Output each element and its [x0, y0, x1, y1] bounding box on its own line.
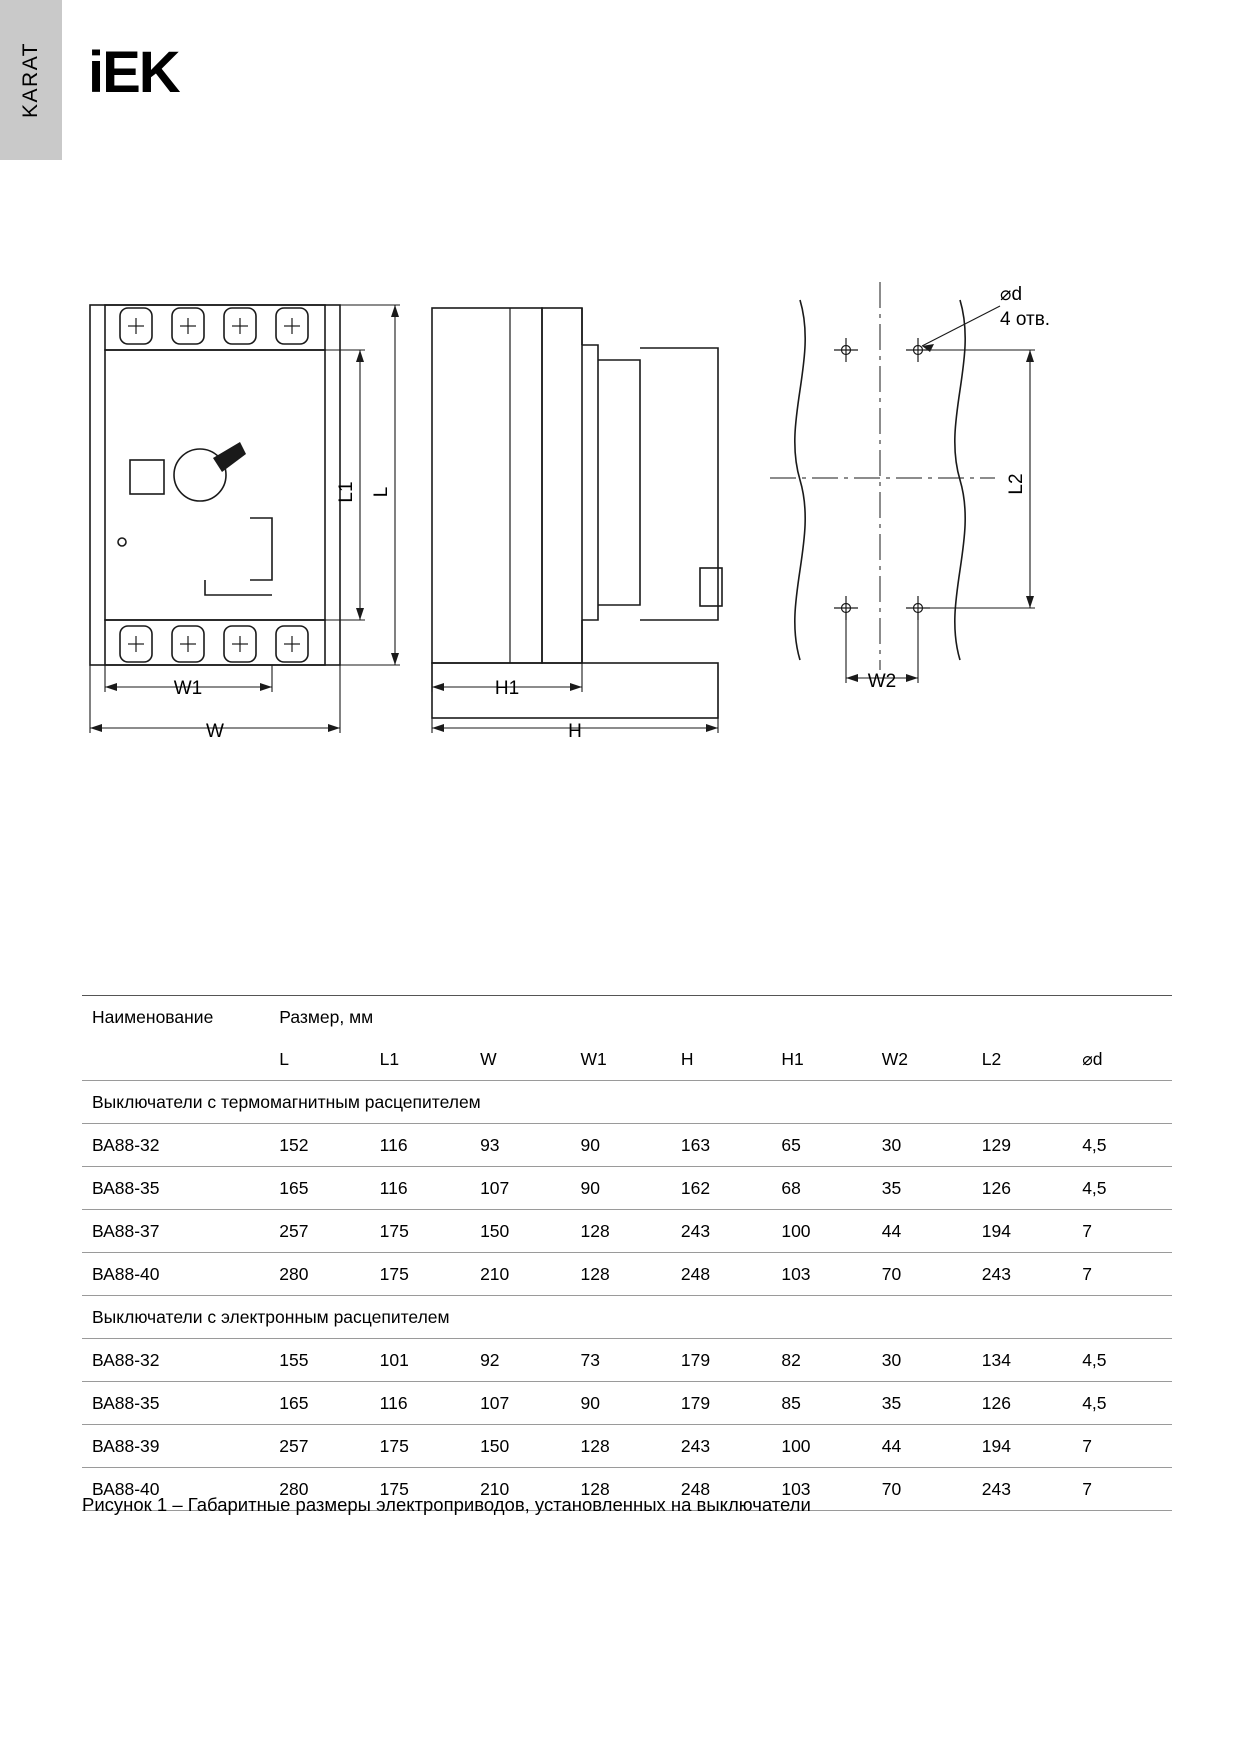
cell-W1: 128	[580, 1263, 610, 1284]
dim-label-L1: L1	[336, 481, 357, 503]
cell-L2: 126	[981, 1177, 1011, 1198]
dim-label-W: W	[206, 721, 224, 742]
header-cell-size-group: Размер, мм	[279, 1006, 374, 1027]
table-row	[82, 1210, 1172, 1253]
dim-label-holes: 4 отв.	[1000, 309, 1051, 330]
brand-band-label: KARAT	[19, 42, 42, 118]
dim-label-diameter: ⌀d	[1000, 284, 1023, 305]
cell-L1: 116	[379, 1134, 408, 1155]
front-view-body	[90, 305, 340, 665]
row-name: ВА88-32	[92, 1134, 160, 1155]
cell-H: 243	[680, 1220, 711, 1241]
table-header-row	[82, 996, 1172, 1039]
subheader-col-W1: W1	[580, 1048, 607, 1069]
cell-H1: 85	[781, 1392, 801, 1413]
cell-W: 107	[480, 1177, 510, 1198]
subheader-col-L2: L2	[981, 1048, 1002, 1069]
dim-label-L2: L2	[1006, 473, 1027, 495]
cell-d: 4,5	[1082, 1392, 1107, 1413]
technical-drawing	[0, 250, 1248, 780]
iek-logo-text: iEK	[88, 40, 179, 105]
cell-d: 7	[1082, 1435, 1092, 1456]
table-row	[82, 1124, 1172, 1167]
cell-W2: 70	[881, 1478, 902, 1499]
cell-H1: 68	[781, 1177, 801, 1198]
cell-H: 162	[680, 1177, 711, 1198]
table-row	[82, 1253, 1172, 1296]
table-subheader-row	[82, 1038, 1172, 1081]
cell-W1: 128	[580, 1220, 610, 1241]
cell-W: 107	[480, 1392, 510, 1413]
dimensions-table	[82, 995, 1172, 1511]
figure-caption: Рисунок 1 – Габаритные размеры электроприводов, установленных на выключатели	[82, 1494, 811, 1515]
cell-L: 155	[279, 1349, 309, 1370]
cell-H1: 100	[781, 1220, 811, 1241]
table-row	[82, 1425, 1172, 1468]
dimensions-table-wrap	[82, 995, 1172, 1511]
subheader-col-W: W	[480, 1048, 497, 1069]
cell-d: 4,5	[1082, 1349, 1107, 1370]
cell-L2: 134	[981, 1349, 1011, 1370]
cell-L: 152	[279, 1134, 309, 1155]
cell-W1: 128	[580, 1478, 610, 1499]
cell-d: 7	[1082, 1478, 1092, 1499]
cell-L: 165	[279, 1392, 309, 1413]
cell-W2: 44	[881, 1220, 902, 1241]
cell-H: 163	[680, 1134, 711, 1155]
dim-label-H: H	[568, 721, 582, 742]
cell-L2: 126	[981, 1392, 1011, 1413]
cell-L2: 129	[981, 1134, 1011, 1155]
cell-H: 179	[680, 1392, 711, 1413]
table-group-header	[82, 1081, 1172, 1124]
cell-W: 210	[480, 1263, 510, 1284]
cell-L: 165	[279, 1177, 309, 1198]
cell-H1: 103	[781, 1263, 811, 1284]
iek-logo	[88, 40, 179, 105]
dim-label-L: L	[371, 486, 392, 498]
cell-W1: 73	[580, 1349, 600, 1370]
cell-H: 243	[680, 1435, 711, 1456]
cell-L2: 194	[981, 1435, 1011, 1456]
brand-band	[0, 0, 62, 160]
table-row	[82, 1339, 1172, 1382]
cell-W: 210	[480, 1478, 510, 1499]
cell-W2: 30	[881, 1134, 902, 1155]
page-header	[0, 0, 1248, 160]
row-name: ВА88-35	[92, 1177, 160, 1198]
cell-H: 179	[680, 1349, 711, 1370]
row-name: ВА88-35	[92, 1392, 160, 1413]
cell-L1: 101	[379, 1349, 409, 1370]
cell-W1: 90	[580, 1392, 600, 1413]
cell-W2: 70	[881, 1263, 902, 1284]
subheader-col-H: H	[680, 1048, 694, 1069]
cell-H: 248	[680, 1263, 711, 1284]
cell-L2: 194	[981, 1220, 1011, 1241]
cell-H1: 100	[781, 1435, 811, 1456]
drawing-svg	[0, 250, 1248, 780]
cell-L1: 175	[379, 1478, 409, 1499]
table-row	[82, 1382, 1172, 1425]
cell-L: 257	[279, 1435, 309, 1456]
cell-H1: 65	[781, 1134, 801, 1155]
dim-label-H1: H1	[494, 678, 520, 699]
cell-W1: 90	[580, 1177, 600, 1198]
cell-L1: 175	[379, 1220, 409, 1241]
cell-d: 7	[1082, 1220, 1092, 1241]
subheader-cell-empty	[82, 1038, 269, 1081]
cell-L: 280	[279, 1263, 309, 1284]
cell-L1: 175	[379, 1435, 409, 1456]
cell-d: 4,5	[1082, 1177, 1107, 1198]
cell-H: 248	[680, 1478, 711, 1499]
cell-L2: 243	[981, 1263, 1011, 1284]
table-group-header	[82, 1296, 1172, 1339]
dim-label-W2: W2	[867, 671, 897, 692]
cell-L1: 175	[379, 1263, 409, 1284]
subheader-col-d: ⌀d	[1082, 1048, 1103, 1069]
group-title-electronic: Выключатели с электронным расцепителем	[92, 1306, 450, 1327]
subheader-col-W2: W2	[881, 1048, 909, 1069]
row-name: ВА88-40	[92, 1478, 160, 1499]
cell-L2: 243	[981, 1478, 1011, 1499]
cell-W2: 44	[881, 1435, 902, 1456]
cell-W2: 35	[881, 1392, 902, 1413]
header-cell-name: Наименование	[92, 1006, 214, 1027]
cell-W: 92	[480, 1349, 500, 1370]
cell-W: 150	[480, 1435, 510, 1456]
cell-W1: 128	[580, 1435, 610, 1456]
subheader-col-L1: L1	[379, 1048, 400, 1069]
cell-W2: 35	[881, 1177, 902, 1198]
dim-label-W1: W1	[173, 678, 203, 699]
cell-L1: 116	[379, 1392, 408, 1413]
cell-d: 7	[1082, 1263, 1092, 1284]
row-name: ВА88-37	[92, 1220, 160, 1241]
cell-L1: 116	[379, 1177, 408, 1198]
cell-W: 150	[480, 1220, 510, 1241]
table-row	[82, 1167, 1172, 1210]
cell-d: 4,5	[1082, 1134, 1107, 1155]
cell-H1: 82	[781, 1349, 801, 1370]
cell-W1: 90	[580, 1134, 600, 1155]
cell-H1: 103	[781, 1478, 811, 1499]
subheader-col-L: L	[279, 1048, 289, 1069]
row-name: ВА88-40	[92, 1263, 160, 1284]
cell-L: 280	[279, 1478, 309, 1499]
cell-W2: 30	[881, 1349, 902, 1370]
row-name: ВА88-39	[92, 1435, 160, 1456]
subheader-col-H1: H1	[781, 1048, 804, 1069]
row-name: ВА88-32	[92, 1349, 160, 1370]
cell-L: 257	[279, 1220, 309, 1241]
cell-W: 93	[480, 1134, 500, 1155]
group-title-thermomagnetic: Выключатели с термомагнитным расцепителем	[92, 1091, 481, 1112]
